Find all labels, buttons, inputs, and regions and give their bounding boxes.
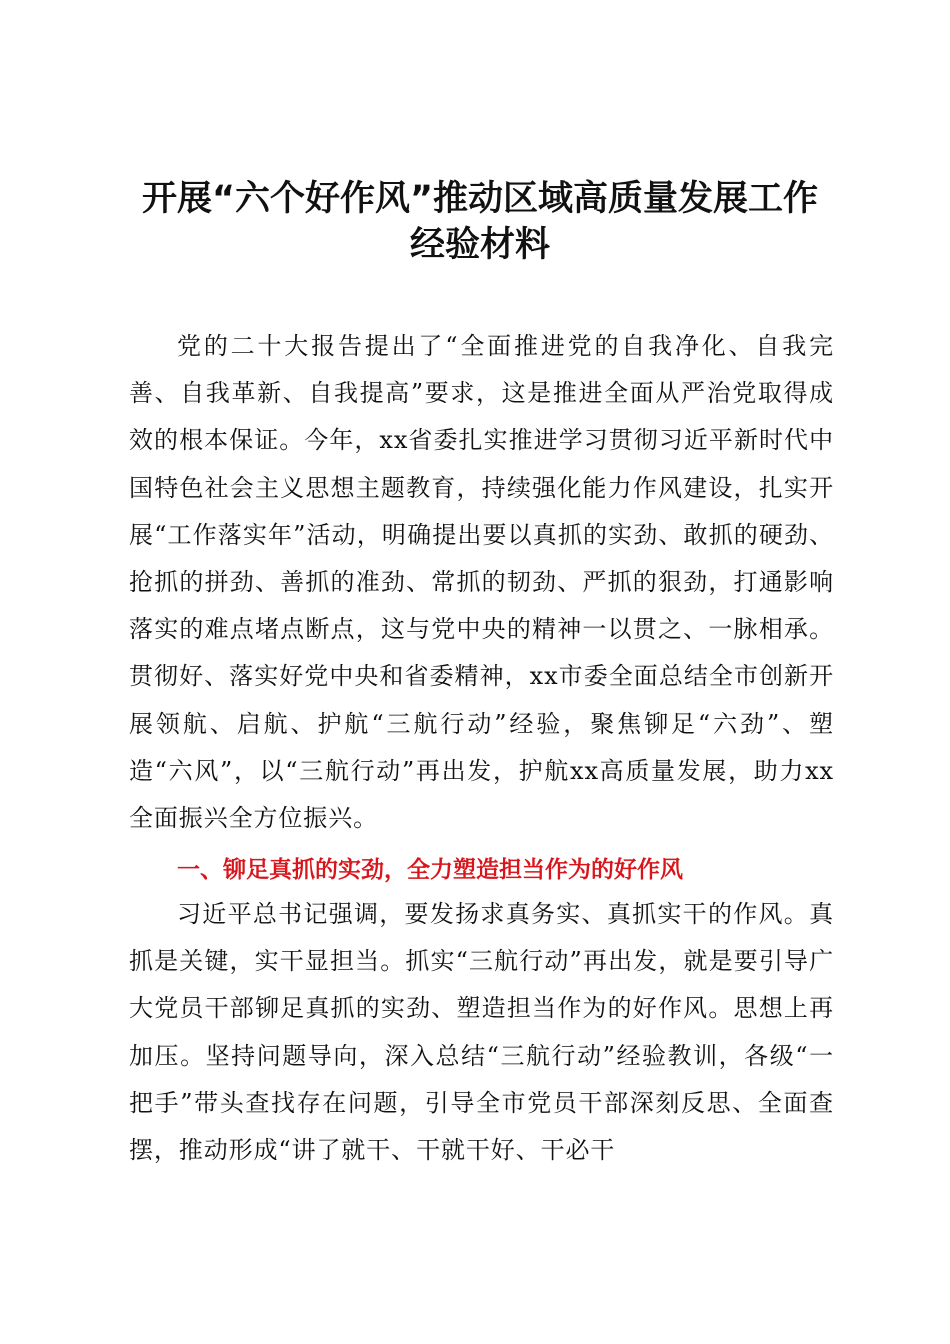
document-title-line-2: 经验材料 xyxy=(409,225,550,265)
section-1-paragraph: 习近平总书记强调，要发扬求真务实、真抓实干的作风。真抓是关键，实干显担当。抓实“三航行动”再出发，就是要引导广大党员干部铆足真抓的实劲、塑造担当作为的好作风。思想上再加压。坚持问题导向，深入总结“三航行动”经验教训，各级“一把手”带头查找存在问题，引导全市党员干部深刻反思、全面查摆，推动形成“讲了就干、干就干好、干必干 xyxy=(129,900,834,1165)
document-title-line-1: 开展“六个好作风”推动区域高质量发展工作 xyxy=(141,179,818,219)
intro-paragraph: 党的二十大报告提出了“全面推进党的自我净化、自我完善、自我革新、自我提高”要求，这是推进全面从严治党取得成效的根本保证。今年，xx省委扎实推进学习贯彻习近平新时代中国特色社会主义思想主题教育，持续强化能力作风建设，扎实开展“工作落实年”活动，明确提出要以真抓的实劲、敢抓的硬劲、抢抓的拼劲、善抓的准劲、常抓的韧劲、严抓的狠劲，打通影响落实的难点堵点断点，这与党中央的精神一以贯之、一脉相承。贯彻好、落实好党中央和省委精神，xx市委全面总结全市创新开展领航、启航、护航“三航行动”经验，聚焦铆足“六劲”、塑造“六风”，以“三航行动”再出发，护航xx高质量发展，助力xx全面振兴全方位振兴。 xyxy=(129,332,834,833)
section-1-heading: 一、铆足真抓的实劲，全力塑造担当作为的好作风 xyxy=(177,857,683,883)
